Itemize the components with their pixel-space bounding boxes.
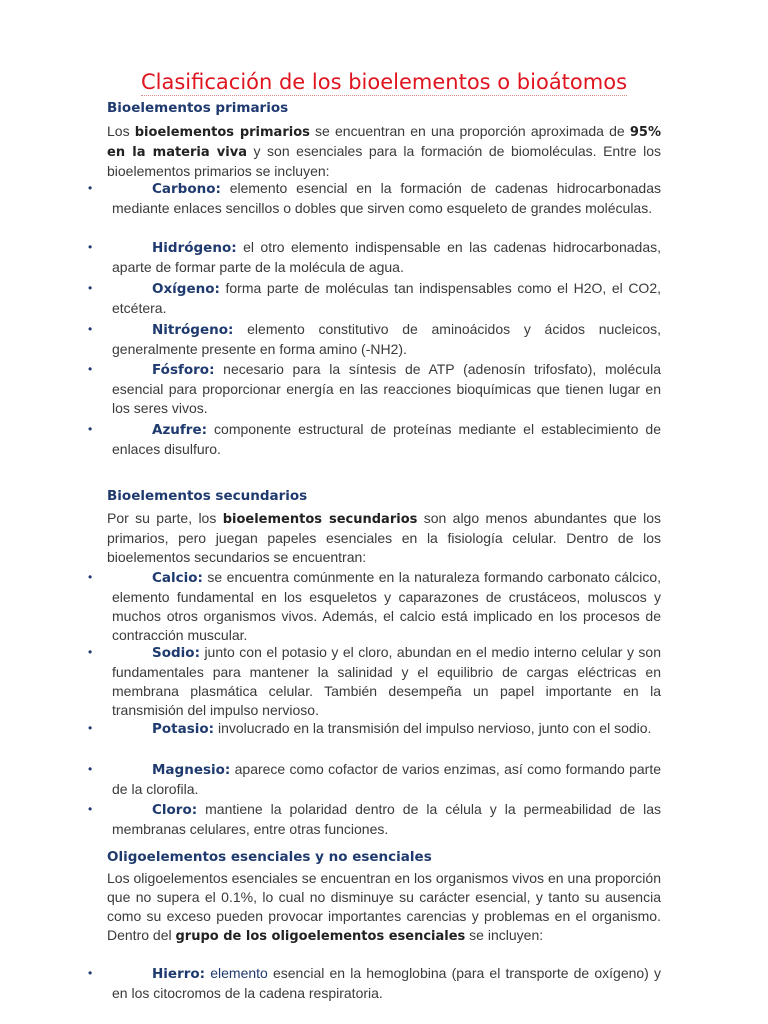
paragraph-primary-intro: Los bioelementos primarios se encuentran en una proporción aproximada de 95% en la materia viva y son esenciales para la formación de biomoléculas. Entre los bioelementos primarios se incluyen: (107, 123, 662, 179)
bullet-icon: • (88, 322, 93, 336)
list-item: Oxígeno: forma parte de moléculas tan indispensables como el H2O, el CO2, etcétera. (112, 280, 661, 316)
paragraph-oligo-intro: Los oligoelementos esenciales se encuentran en los organismos vivos en una proporción que no supera el 0.1%, lo cual no disminuye su carácter esencial, y tanto su ausencia como su exceso pueden provocar importantes carencias y problemas en el organismo. Dentro del grupo de los oligoelementos esenciales se incluyen: (107, 870, 661, 944)
bullet-icon: • (88, 721, 93, 735)
heading-oligo: Oligoelementos esenciales y no esenciales (107, 849, 432, 865)
heading-primary: Bioelementos primarios (107, 100, 289, 116)
list-item: Potasio: involucrado en la transmisión del impulso nervioso, junto con el sodio. (152, 720, 652, 737)
paragraph-secondary-intro: Por su parte, los bioelementos secundarios son algo menos abundantes que los primarios, pero juegan papeles esenciales en la fisiología celular. Dentro de los bioelementos secundarios se encuentran: (107, 510, 662, 565)
list-item: Cloro: mantiene la polaridad dentro de la célula y la permeabilidad de las membranas celulares, entre otras funciones. (112, 801, 661, 837)
bullet-icon: • (88, 281, 93, 295)
list-item: Hierro: elemento esencial en la hemoglobina (para el transporte de oxígeno) y en los citocromos de la cadena respiratoria. (112, 965, 661, 1001)
bullet-icon: • (88, 645, 93, 659)
bullet-icon: • (88, 181, 93, 195)
list-item: Carbono: elemento esencial en la formación de cadenas hidrocarbonadas mediante enlaces sencillos o dobles que sirven como esqueleto de grandes moléculas. (112, 180, 661, 216)
list-item: Sodio: junto con el potasio y el cloro, abundan en el medio interno celular y son fundamentales para mantener la salinidad y el equilibrio de cargas eléctricas en membrana plasmática celular. También desempeña un papel importante en la transmisión del impulso nervioso. (112, 644, 661, 718)
bullet-icon: • (88, 570, 93, 584)
bullet-icon: • (88, 966, 93, 980)
bullet-icon: • (88, 762, 93, 776)
bullet-icon: • (88, 240, 93, 254)
bullet-icon: • (88, 802, 93, 816)
list-item: Fósforo: necesario para la síntesis de ATP (adenosín trifosfato), molécula esencial para proporcionar energía en las reacciones bioquímicas que tienen lugar en los seres vivos. (112, 361, 661, 416)
list-item: Hidrógeno: el otro elemento indispensable en las cadenas hidrocarbonadas, aparte de formar parte de la molécula de agua. (112, 239, 661, 275)
heading-secondary: Bioelementos secundarios (107, 488, 308, 504)
page-title (0, 70, 768, 94)
list-item: Calcio: se encuentra comúnmente en la naturaleza formando carbonato cálcico, elemento fundamental en los esqueletos y caparazones de crustáceos, moluscos y muchos otros organismos vivos. Además, el calcio está implicado en los procesos de contracción muscular. (112, 569, 661, 643)
list-item: Nitrógeno: elemento constitutivo de aminoácidos y ácidos nucleicos, generalmente presente en forma amino (-NH2). (112, 321, 661, 357)
list-item: Azufre: componente estructural de proteínas mediante el establecimiento de enlaces disulfuro. (112, 421, 661, 457)
list-item: Magnesio: aparece como cofactor de varios enzimas, así como formando parte de la clorofila. (112, 761, 661, 797)
title-text: Clasificación de los bioelementos o bioátomos (140, 70, 628, 94)
link-elemento[interactable]: elemento (205, 965, 268, 981)
bullet-icon: • (88, 362, 93, 376)
bullet-icon: • (88, 422, 93, 436)
